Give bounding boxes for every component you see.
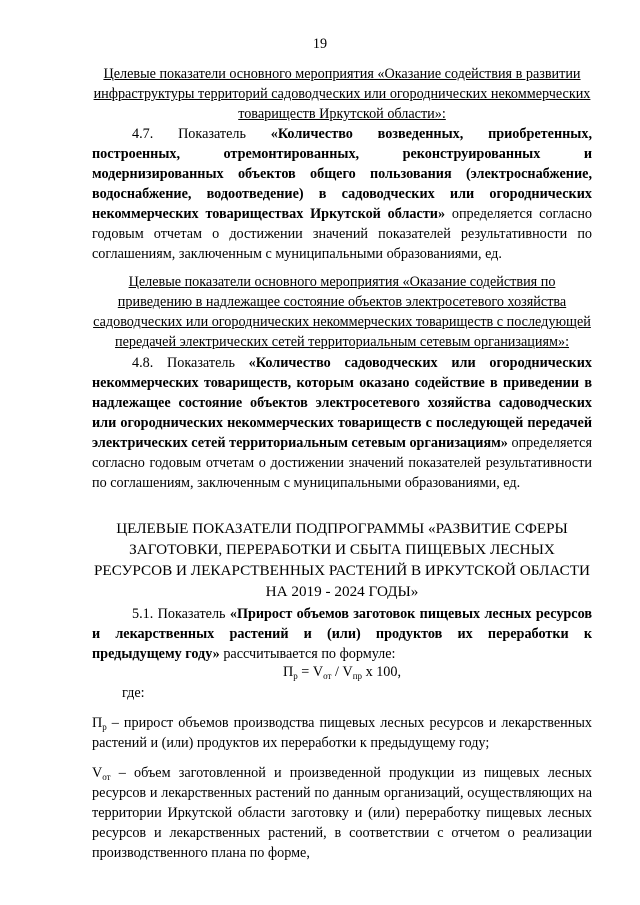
formula-v1: V [312,664,324,680]
formula-v2-sub: пр [352,671,363,681]
definition-vot [92,743,592,863]
indicator-name: «Количество возведенных, приобретенных, построенных, отремонтированных, реконструированных и модернизированных объектов общего пользования (электроснабжение, водоснабжение, водоотведение) в садоводческих или огороднических некоммерческих товариществах Иркутской области» [92,126,593,222]
paragraph-number: 4.7. [132,126,154,142]
formula-lhs-sub: р [293,671,298,681]
definition-text: – объем заготовленной и произведенной продукции из пищевых лесных ресурсов и лекарственных растений по данным организаций, осуществляющих на территории Иркутской области заготовку и (или) переработку пищевых лесных ресурсов и лекарственных растений, в соответствии с отчетом о реализации производственного плана по форме, [92,765,592,861]
formula-div: / [331,664,343,680]
paragraph-rest: рассчитывается по формуле: [223,646,396,662]
definition-symbol: V [92,765,103,781]
paragraph-lead: Показатель [178,126,246,142]
paragraph-5-1 [92,604,592,664]
paragraph-lead: Показатель [157,606,226,622]
definition-symbol-sub: р [102,722,107,732]
indicator-name: «Прирост объемов заготовок пищевых лесных ресурсов и лекарственных растений и (или) продуктов их переработки к предыдущему году» [92,606,593,662]
paragraph-rest: определяется согласно годовым отчетам о достижении значений показателей результативности по соглашениям, заключенным с муниципальными образованиями, ед. [92,435,593,491]
definition-text: – прирост объемов производства пищевых лесных ресурсов и лекарственных растений и (или) продуктов их переработки к предыдущему году; [92,715,592,751]
where-label: где: [122,685,145,701]
subprogram-heading: ЦЕЛЕВЫЕ ПОКАЗАТЕЛИ ПОДПРОГРАММЫ «РАЗВИТИЕ СФЕРЫ ЗАГОТОВКИ, ПЕРЕРАБОТКИ И СБЫТА ПИЩЕВЫХ ЛЕСНЫХ РЕСУРСОВ И ЛЕКАРСТВЕННЫХ РАСТЕНИЙ В ИРКУТСКОЙ ОБЛАСТИ НА 2019 - 2024 ГОДЫ» [93,520,590,600]
formula-eq: = [297,664,313,680]
formula-tail: х 100, [362,664,402,680]
paragraph-rest: определяется согласно годовым отчетам о достижении значений показателей результативности по соглашениям, заключенным с муниципальными образованиями, ед. [92,206,593,262]
formula-v2: V [342,664,353,680]
paragraph-4-8 [92,353,592,493]
paragraph-lead: Показатель [167,355,235,371]
formula-lhs: П [282,664,294,680]
indicator-name: «Количество садоводческих или огороднических некоммерческих товариществ, которым оказано содействие в приведении в надлежащее состояние объектов электросетевого хозяйства садоводческих или огороднических некоммерческих товариществ с последующей передачей электрических сетей территориальным сетевым организациям» [92,355,592,451]
paragraph-4-7 [92,124,592,264]
formula-v1-sub: от [323,671,332,681]
formula [92,662,592,682]
section-heading-4-8: Целевые показатели основного мероприятия «Оказание содействия по приведению в надлежащее состояние объектов электросетевого хозяйства садоводческих или огороднических некоммерческих товариществ с последующей передачей электрических сетей территориальным сетевым организациям»: [93,274,591,350]
paragraph-number: 5.1. [132,606,154,622]
definition-symbol-sub: от [102,772,111,782]
page-number: 19 [312,36,328,52]
section-heading-4-7: Целевые показатели основного мероприятия «Оказание содействия в развитии инфраструктуры территорий садоводческих или огороднических некоммерческих товариществ Иркутской области»: [93,66,591,122]
paragraph-number: 4.8. [132,355,154,371]
definition-symbol: П [92,715,103,731]
